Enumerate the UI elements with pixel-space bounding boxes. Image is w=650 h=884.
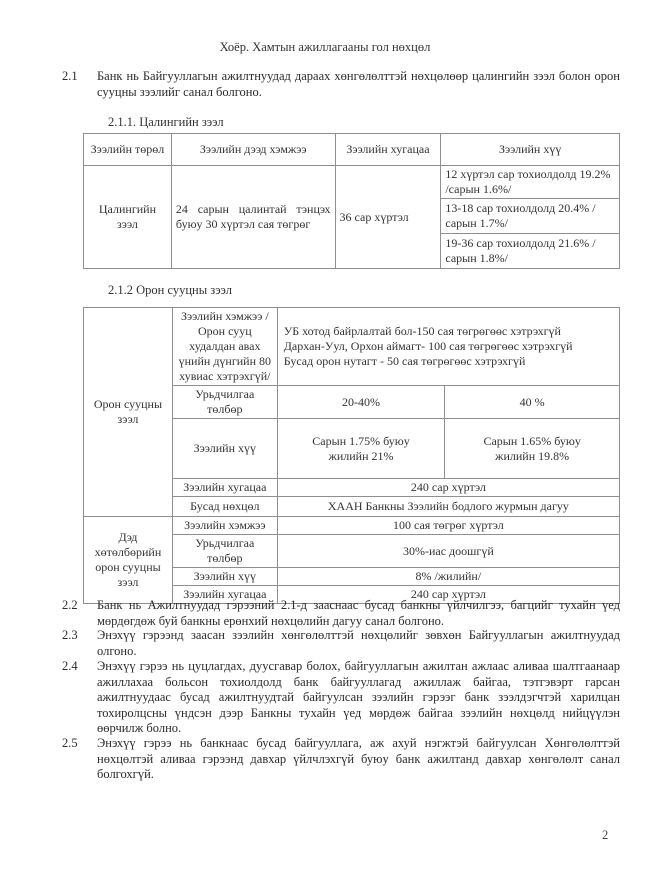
rate-cell: 8% /жилийн/ <box>277 568 619 586</box>
clause-text: Энэхүү гэрээнд заасан зээлийн хөнгөлөлттэй нөхцөлийг зөвхөн Байгууллагын ажилтнуудад олгоно. <box>97 628 620 658</box>
row-label: Зээлийн хугацаа <box>172 479 277 497</box>
term-cell: 240 сар хүртэл <box>277 479 619 497</box>
rate-cell: 12 хүртэл сар тохиолдолд 19.2% /сарын 1.6%/ <box>441 166 620 199</box>
clause-2-3 <box>62 628 620 659</box>
amount-line: Бусад орон нутагт - 50 сая төгрөгөөс хэтрэхгүй <box>283 354 526 368</box>
salary-loan-heading: 2.1.1. Цалингийн зээл <box>108 115 224 129</box>
row-label: Урьдчилгаа төлбөр <box>172 386 277 419</box>
table-row <box>84 166 620 199</box>
table-header-row <box>84 134 620 166</box>
term-cell: 240 сар хүртэл <box>277 586 619 604</box>
term-cell: 36 сар хүртэл <box>335 166 441 269</box>
row-label: Зээлийн хэмжээ <box>172 517 277 535</box>
table-row <box>84 308 620 386</box>
housing-loan-table <box>83 307 620 604</box>
amount-cell: 100 сая төгрөг хүртэл <box>277 517 619 535</box>
row-label: Бусад нөхцөл <box>172 497 277 517</box>
down-payment-cell: 30%-иас доошгүй <box>277 535 619 568</box>
header-cell: Зээлийн төрөл <box>84 134 172 166</box>
loan-type-cell: Цалингийн зээл <box>84 166 172 269</box>
rate-cell: 19-36 сар тохиолдолд 21.6% /сарын 1.8%/ <box>441 234 620 269</box>
rate-b: Сарын 1.65% буюу жилийн 19.8% <box>445 419 620 479</box>
clause-2-4 <box>62 659 620 737</box>
other-conditions-cell: ХААН Банкны Зээлийн бодлого журмын дагуу <box>277 497 619 517</box>
down-payment-b: 40 % <box>445 386 620 419</box>
clause-number: 2.3 <box>62 628 78 642</box>
clause-number: 2.2 <box>62 598 78 612</box>
row-label: Зээлийн хүү <box>172 419 277 479</box>
down-payment-a: 20-40% <box>277 386 445 419</box>
sub-program-group-label: Дэд хөтөлбөрийн орон сууцны зээл <box>84 517 173 604</box>
clause-text: Энэхүү гэрээ нь цуцлагдах, дуусгавар болох, байгууллагын ажилтан ажлаас аливаа шалтгаанаар ажиллахаа больсон тохиолдолд банк байгууллагад ажиллаж байгаа, тэтгэвэрт гарсан ажилтнуудаас бусад ажилтнуудтай байгуулсан зээлийн гэрээг банк зээлдэгчтэй харилцан тохиролцсны үндсэн дээр Банкны тухайн үед мөрдөж байгаа зээлийн нөхцөлд нийцүүлэн өөрчилж болно. <box>97 659 620 735</box>
amount-line: УБ хотод байрлалтай бол-150 сая төгрөгөөс хэтрэхгүй <box>283 324 561 338</box>
header-cell: Зээлийн хүү <box>441 134 620 166</box>
row-label: Зээлийн хүү <box>172 568 277 586</box>
clause-number: 2.4 <box>62 659 78 673</box>
section-heading: Хоёр. Хамтын ажиллагааны гол нөхцөл <box>219 40 431 54</box>
amount-cell <box>277 308 619 386</box>
clause-text: Банк нь Ажилтнуудад гэрээний 2.1-д зааснаас бусад банкны үйлчилгээ, багцийг тухайн үед мөрдөгдөж буй банкны ерөнхий нөхцөлийн дагуу санал болгоно. <box>97 598 620 628</box>
clause-number: 2.1 <box>62 69 78 83</box>
header-cell: Зээлийн дээд хэмжээ <box>171 134 335 166</box>
row-label: Урьдчилгаа төлбөр <box>172 535 277 568</box>
row-label: Зээлийн хугацаа <box>172 586 277 604</box>
table-row <box>84 517 620 535</box>
clause-2-2 <box>62 598 620 629</box>
page-number: 2 <box>602 828 609 842</box>
clause-number: 2.5 <box>62 736 78 750</box>
amount-line: Дархан-Уул, Орхон аймагт- 100 сая төгрөгөөс хэтрэхгүй <box>283 339 573 353</box>
clause-text: Банк нь Байгууллагын ажилтнуудад дараах хөнгөлөлттэй нөхцөлөөр цалингийн зээл болон орон сууцны зээлийг санал болгоно. <box>97 69 620 99</box>
rate-a: Сарын 1.75% буюу жилийн 21% <box>277 419 445 479</box>
clause-2-1 <box>62 69 620 100</box>
max-amount-cell: 24 сарын цалинтай тэнцэх буюу 30 хүртэл сая төгрөг <box>171 166 335 269</box>
rate-cell: 13-18 сар тохиолдолд 20.4% /сарын 1.7%/ <box>441 199 620 234</box>
salary-loan-table <box>83 133 620 269</box>
header-cell: Зээлийн хугацаа <box>335 134 441 166</box>
clause-2-5 <box>62 736 620 783</box>
row-label: Зээлийн хэмжээ /Орон сууц худалдан авах үнийн дүнгийн 80 хувиас хэтрэхгүй/ <box>172 308 277 386</box>
housing-loan-group-label: Орон сууцны зээл <box>84 308 173 517</box>
housing-loan-heading: 2.1.2 Орон сууцны зээл <box>108 283 232 297</box>
clause-text: Энэхүү гэрээ нь банкнаас бусад байгууллага, аж ахуй нэгжтэй байгуулсан Хөнгөлөлттэй нөхцөлтэй аливаа гэрээнд давхар үйлчлэхгүй буюу банк ажилтанд давхар хөнгөлөлт санал болгохгүй. <box>97 736 620 781</box>
